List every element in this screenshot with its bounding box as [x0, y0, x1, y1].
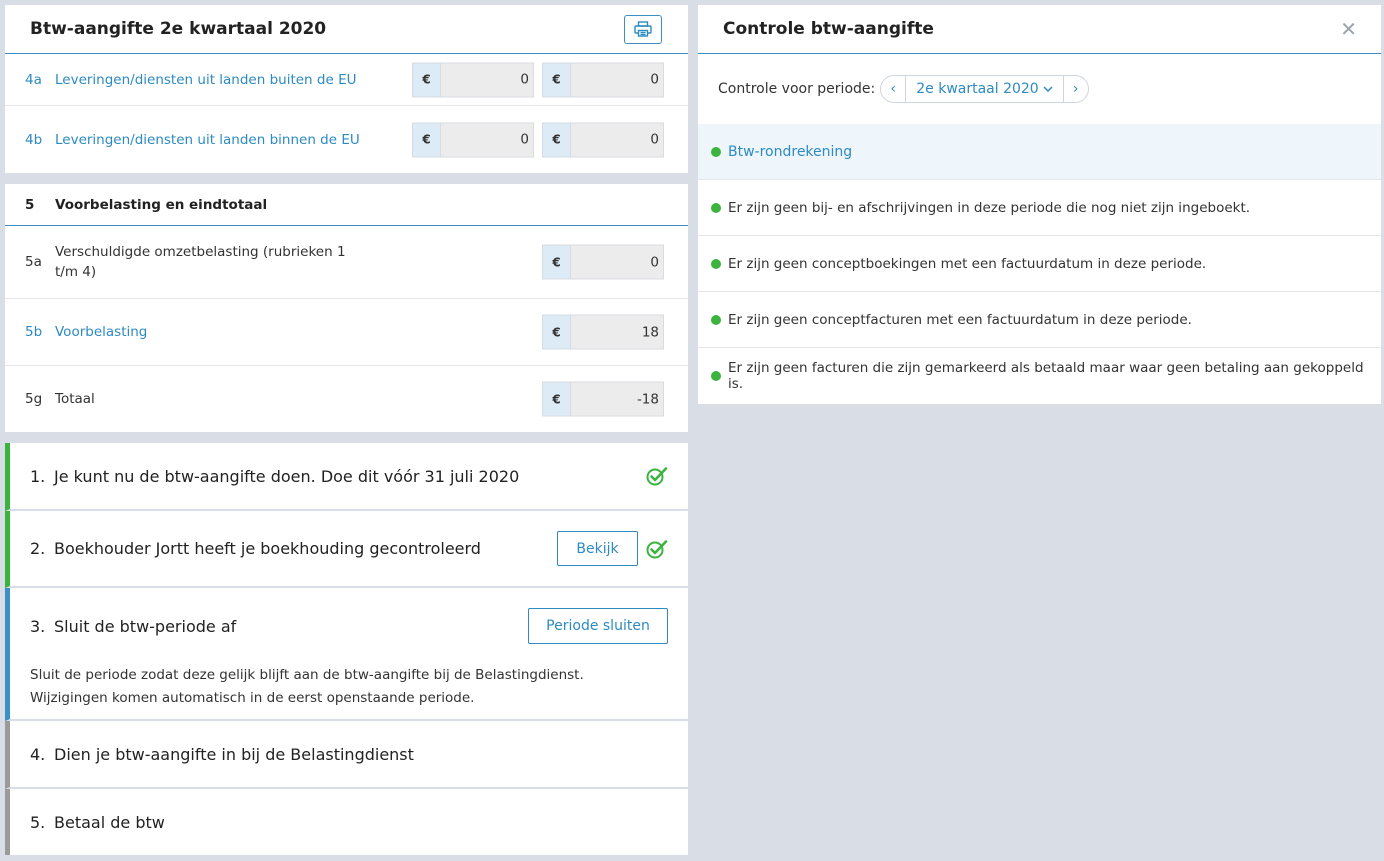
- period-value: 2e kwartaal 2020: [916, 81, 1039, 97]
- rubriek-label: Totaal: [55, 391, 95, 407]
- step-text: Je kunt nu de btw-aangifte doen. Doe dit vóór 31 juli 2020: [54, 466, 520, 486]
- step-number: 5.: [30, 812, 46, 832]
- step-number: 3.: [30, 616, 46, 636]
- printer-icon: [634, 21, 652, 37]
- vat-return-card: [5, 5, 688, 173]
- rubriek-code: 5g: [25, 391, 43, 407]
- step-text: Betaal de btw: [54, 812, 165, 832]
- steps-list: [5, 443, 688, 855]
- panel-header: [698, 5, 1381, 54]
- amount-field-basis[interactable]: [412, 62, 534, 97]
- rubriek-row-5b: [5, 299, 688, 366]
- step-text: Boekhouder Jortt heeft je boekhouding gecontroleerd: [54, 539, 481, 558]
- panel-title: Controle btw-aangifte: [723, 19, 934, 39]
- print-button[interactable]: [624, 15, 662, 44]
- rubriek-code: 5a: [25, 254, 42, 270]
- euro-symbol: €: [543, 383, 571, 416]
- step-item-2: [5, 511, 688, 588]
- check-text: Btw-rondrekening: [728, 143, 853, 160]
- amount-value: -18: [571, 383, 663, 416]
- amount-value: 18: [571, 316, 663, 349]
- step-number: 1.: [30, 466, 46, 486]
- amount-value: 0: [441, 63, 533, 96]
- rubriek-label-link[interactable]: Leveringen/diensten uit landen buiten de EU: [55, 71, 357, 88]
- step-text: Sluit de btw-periode af: [54, 616, 237, 636]
- section-code: 5: [25, 196, 35, 213]
- rubriek-code[interactable]: 4a: [25, 71, 42, 88]
- close-icon[interactable]: ✕: [1340, 17, 1357, 41]
- check-item: [698, 180, 1381, 236]
- check-icon: [646, 466, 668, 486]
- amount-field[interactable]: [542, 315, 664, 350]
- check-text: Er zijn geen bij- en afschrijvingen in deze periode die nog niet zijn ingeboekt.: [728, 199, 1251, 216]
- step-item-1: [5, 443, 688, 511]
- amount-field-vat[interactable]: [542, 122, 664, 157]
- euro-symbol: €: [413, 123, 441, 156]
- check-item-vat-account[interactable]: [698, 124, 1381, 180]
- vat-check-panel: [698, 5, 1381, 404]
- euro-symbol: €: [543, 123, 571, 156]
- amount-value: 0: [571, 123, 663, 156]
- step-number: 2.: [30, 539, 46, 558]
- period-label: Controle voor periode:: [718, 81, 876, 97]
- rubriek-row-5g: [5, 366, 688, 432]
- check-text: Er zijn geen conceptfacturen met een factuurdatum in deze periode.: [728, 311, 1192, 328]
- check-item: [698, 348, 1381, 404]
- status-dot: [711, 371, 721, 381]
- amount-value: 0: [571, 246, 663, 279]
- rubriek-label-link[interactable]: Voorbelasting: [55, 324, 148, 340]
- rubriek-label: Verschuldigde omzetbelasting (rubrieken 1 t/m 4): [55, 244, 346, 280]
- step-text: Dien je btw-aangifte in bij de Belastingdienst: [54, 744, 414, 764]
- period-pager: [880, 75, 1088, 103]
- chevron-right-icon[interactable]: ›: [1063, 76, 1088, 102]
- view-button[interactable]: Bekijk: [557, 531, 638, 566]
- period-selector-row: [698, 54, 1381, 124]
- euro-symbol: €: [543, 316, 571, 349]
- close-period-button[interactable]: Periode sluiten: [528, 608, 668, 644]
- check-item: [698, 292, 1381, 348]
- rubriek-code[interactable]: 4b: [25, 131, 43, 148]
- status-dot: [711, 203, 721, 213]
- status-dot: [711, 259, 721, 269]
- rubriek-code[interactable]: 5b: [25, 324, 43, 340]
- rubriek-row-5a: [5, 226, 688, 299]
- section-5-card: [5, 184, 688, 432]
- section-title: Voorbelasting en eindtotaal: [55, 196, 268, 213]
- amount-field[interactable]: [542, 245, 664, 280]
- page-title: Btw-aangifte 2e kwartaal 2020: [30, 19, 327, 39]
- check-text: Er zijn geen facturen die zijn gemarkeerd als betaald maar waar geen betaling aan gekoppeld is.: [728, 360, 1364, 392]
- check-text: Er zijn geen conceptboekingen met een factuurdatum in deze periode.: [728, 255, 1207, 272]
- rubriek-label-link[interactable]: Leveringen/diensten uit landen binnen de EU: [55, 131, 360, 148]
- amount-field[interactable]: [542, 382, 664, 417]
- status-dot: [711, 315, 721, 325]
- step-description: Sluit de periode zodat deze gelijk blijft aan de btw-aangifte bij de Belastingdienst. Wijzigingen komen automatisch in de eerst openstaande periode.: [30, 667, 584, 706]
- chevron-left-icon[interactable]: ‹: [881, 76, 906, 102]
- euro-symbol: €: [543, 63, 571, 96]
- step-item-4: [5, 721, 688, 789]
- amount-field-basis[interactable]: [412, 122, 534, 157]
- chevron-down-icon: [1043, 86, 1053, 93]
- check-list: [698, 124, 1381, 404]
- amount-field-vat[interactable]: [542, 62, 664, 97]
- period-dropdown[interactable]: [906, 76, 1062, 102]
- euro-symbol: €: [413, 63, 441, 96]
- step-number: 4.: [30, 744, 46, 764]
- vat-return-column: [5, 5, 688, 855]
- rubriek-row-4b: [5, 106, 688, 173]
- status-dot: [711, 147, 721, 157]
- step-item-5: [5, 789, 688, 855]
- euro-symbol: €: [543, 246, 571, 279]
- step-item-3: [5, 588, 688, 721]
- amount-value: 0: [441, 123, 533, 156]
- check-item: [698, 236, 1381, 292]
- amount-value: 0: [571, 63, 663, 96]
- rubriek-row-4a: [5, 54, 688, 106]
- section-5-header: [5, 184, 688, 226]
- check-icon: [646, 539, 668, 559]
- vat-return-header: [5, 5, 688, 54]
